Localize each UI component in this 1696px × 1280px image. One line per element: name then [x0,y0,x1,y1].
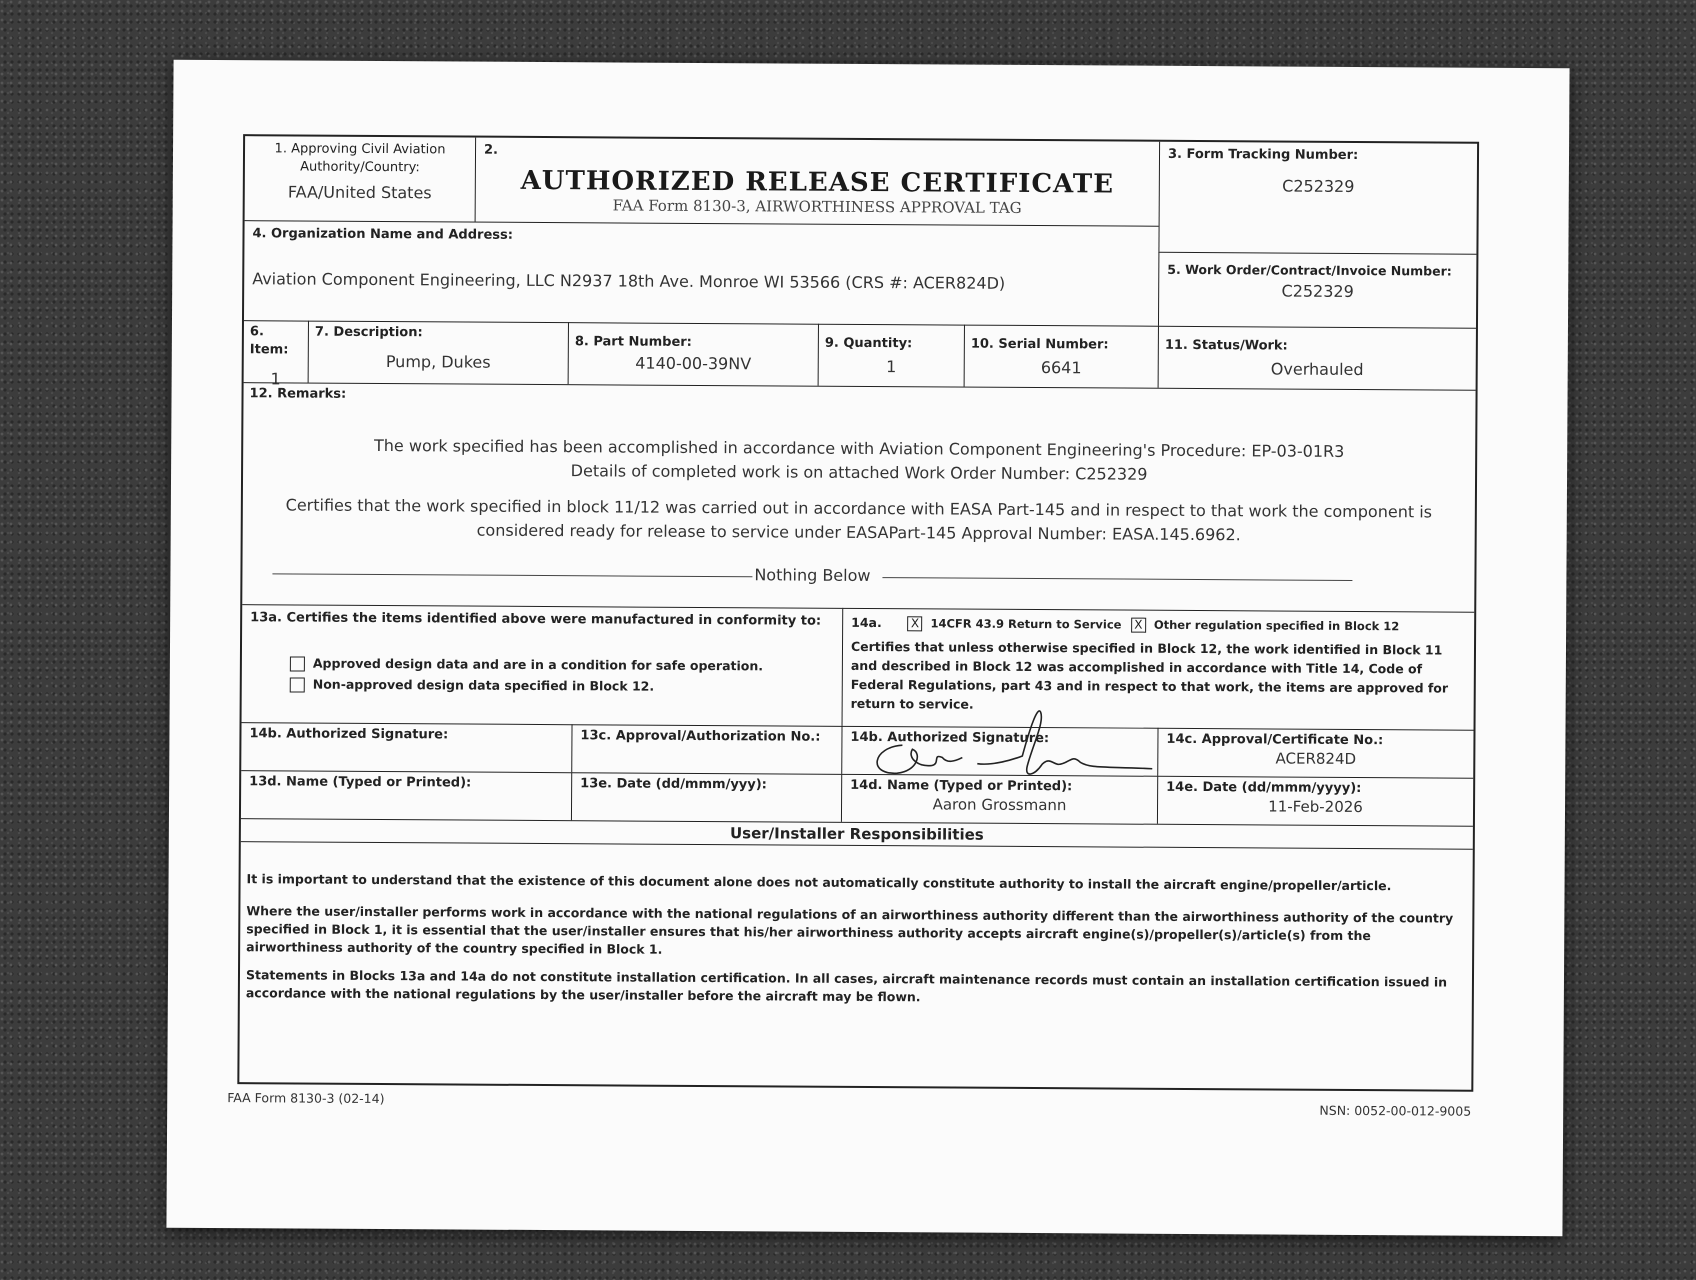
block14a-text: Certifies that unless otherwise specified in Block 12, the work identified in Block 11 and described in Block 12 was accomplished in accordance with Title 14, Code of Federal Regulations, part 43 and in respect to that work, the items are approved for return to service. [850,638,1449,712]
remarks-line1: The work specified has been accomplished in accordance with Aviation Component Engineering's Procedure: EP-03-01R3 [373,435,1345,461]
remarks-line3: Certifies that the work specified in block 11/12 was carried out in accordance with EASA Part-145 and in respect to that work the component is [285,495,1433,522]
block10-label: 10. Serial Number: [970,336,1109,353]
right-date-value: 11-Feb-2026 [1268,797,1363,817]
block14a-option1: 14CFR 43.9 Return to Service [930,616,1122,632]
page-title: AUTHORIZED RELEASE CERTIFICATE [520,165,1115,200]
left-signature-label: 14b. Authorized Signature: [249,726,449,743]
page-subtitle: FAA Form 8130-3, AIRWORTHINESS APPROVAL TAG [612,196,1022,217]
form-id-footer: FAA Form 8130-3 (02-14) [227,1090,385,1107]
block14e [1157,776,1473,826]
block11-label: 11. Status/Work: [1164,337,1288,354]
certificate-number-label: 14c. Approval/Certificate No.: [1166,731,1384,749]
block13a-option2 [290,674,834,696]
certificate-paper [166,60,1569,1237]
responsibilities-body [240,870,1473,1010]
return-to-service-checkbox[interactable]: X [907,616,922,631]
block8-label: 8. Part Number: [574,334,692,350]
block2-label: 2. [483,142,499,158]
block3 [1158,142,1477,254]
block14a-label: 14a. [851,614,882,631]
other-regulation-checkbox[interactable]: X [1131,618,1146,633]
block14a-option2: Other regulation specified in Block 12 [1153,617,1400,634]
status-work-value: Overhauled [1270,359,1364,380]
block1-label: 1. Approving Civil Aviation Authority/Country: [274,141,446,176]
block13a-option2-text: Non-approved design data specified in Block 12. [312,676,655,694]
block5 [1158,252,1476,328]
description-value: Pump, Dukes [385,352,491,372]
name-label: 13d. Name (Typed or Printed): [249,774,472,791]
block2 [475,138,1160,226]
part-number-value: 4140-00-39NV [635,353,752,374]
block12-label: 12. Remarks: [249,386,347,402]
block13e [571,772,841,822]
block9-label: 9. Quantity: [824,335,913,352]
block8 [568,322,818,386]
work-order-value: C252329 [1281,281,1354,301]
block14b-right [841,726,1157,776]
block14a-checks [851,613,1466,637]
block12 [242,382,1475,612]
block6-label: 6. Item: [249,324,289,358]
remarks-line4: considered ready for release to service under EASAPart-145 Approval Number: EASA.145.6962. [476,520,1241,545]
authorized-release-certificate-form [237,134,1479,1092]
block1-value: FAA/United States [287,182,432,203]
non-approved-design-checkbox[interactable] [290,677,305,692]
responsibilities-section [239,818,1473,1090]
serial-number-value: 6641 [1040,358,1082,378]
responsibilities-heading: User/Installer Responsibilities [241,819,1473,850]
date-label: 13e. Date (dd/mmm/yyy): [580,776,767,793]
nothing-below: Nothing Below [754,565,871,586]
block4-label: 4. Organization Name and Address: [252,226,514,243]
remarks-line2: Details of completed work is on attached Work Order Number: C252329 [570,461,1148,484]
block13c [571,724,841,774]
item-value: 1 [270,369,281,389]
block7-label: 7. Description: [314,324,423,341]
organization-value: Aviation Component Engineering, LLC N2937 18th Ave. Monroe WI 53566 (CRS #: ACER824D) [252,269,1006,293]
block14c [1157,728,1473,778]
nothing-below-rule-left [272,573,752,577]
right-name-label: 14d. Name (Typed or Printed): [850,777,1073,795]
responsibilities-p1: It is important to understand that the existence of this document alone does not automatically constitute authority to install the aircraft engine/propeller/article. [246,871,1392,894]
block13d [241,770,571,820]
block14b-left [241,722,571,772]
approval-authorization-label: 13c. Approval/Authorization No.: [580,728,821,745]
block5-label: 5. Work Order/Contract/Invoice Number: [1167,261,1452,279]
approved-design-checkbox[interactable] [290,656,305,671]
quantity-value: 1 [886,357,897,377]
block14d [841,774,1157,824]
block1 [245,136,476,221]
block13a [242,604,843,726]
block10 [964,325,1158,388]
block9 [818,324,964,387]
right-signature-label: 14b. Authorized Signature: [850,729,1050,747]
certificate-number-value: ACER824D [1275,749,1357,768]
block4 [244,220,1159,326]
nothing-below-rule-right [882,577,1352,581]
block7 [308,321,568,385]
block13a-label: 13a. Certifies the items identified above were manufactured in conformity to: [250,610,822,629]
block13a-option1-text: Approved design data and are in a condition for safe operation. [312,655,764,674]
right-name-value: Aaron Grossmann [932,795,1067,815]
nsn-footer: NSN: 0052-00-012-9005 [1319,1102,1472,1119]
block13a-option1 [290,653,834,675]
responsibilities-p2: Where the user/installer performs work in accordance with the national regulations of an airworthiness authority different than the airworthiness authority of the country specified in Block 1, it is essential that the user/installer ensures that his/her airworthiness authority accepts aircraft engine(s)/propeller(s)/article(s) from the airworthiness authority of the country specified in Block 1. [246,903,1454,957]
block11 [1158,326,1476,390]
block3-label: 3. Form Tracking Number: [1167,146,1359,163]
right-date-label: 14e. Date (dd/mmm/yyyy): [1166,779,1362,797]
form-tracking-number: C252329 [1282,176,1355,196]
responsibilities-p3: Statements in Blocks 13a and 14a do not constitute installation certification. In all cases, aircraft maintenance records must contain an installation certification issued in accordance with the national regulations by the user/installer before the aircraft may be flown. [245,967,1448,1005]
block6 [244,320,308,389]
